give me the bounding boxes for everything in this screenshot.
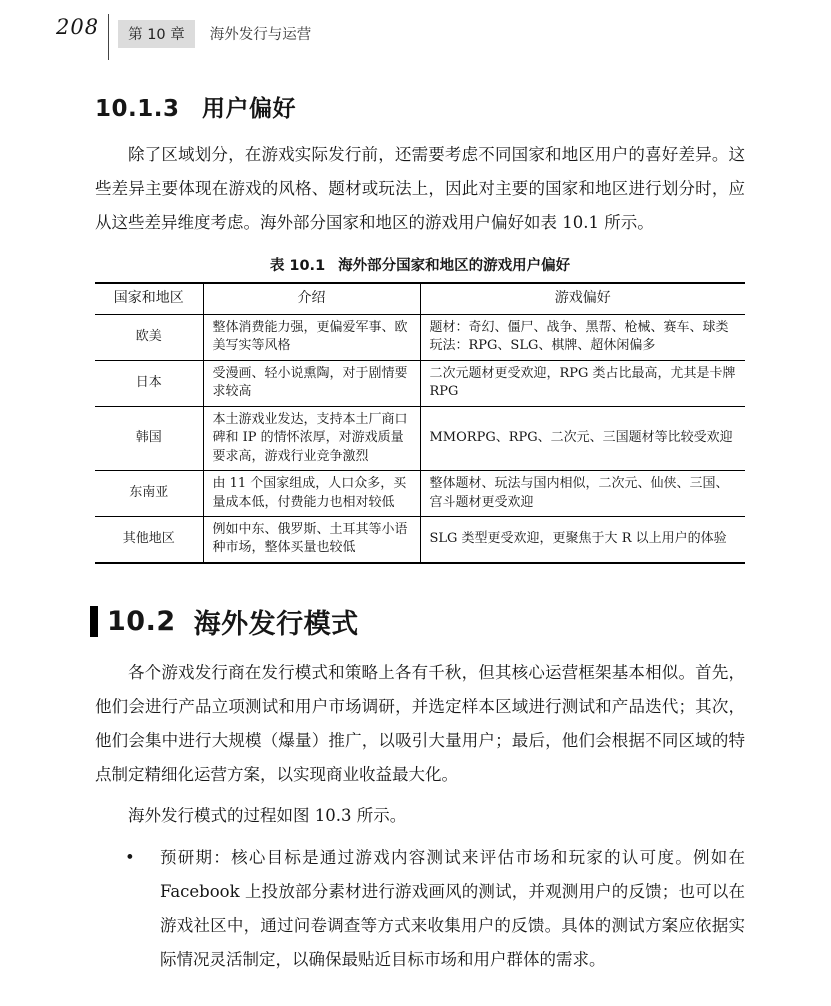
cell-intro: 例如中东、俄罗斯、土耳其等小语种市场，整体买量也较低 [203,516,420,562]
list-item [95,841,745,977]
heading-accent-bar [90,606,98,637]
column-header-intro: 介绍 [203,283,420,314]
table-row [95,406,745,470]
cell-intro: 整体消费能力强，更偏爱军事、欧美写实等风格 [203,314,420,360]
section-heading-10-1-3 [95,90,745,123]
bullet-list [95,841,745,977]
cell-region: 欧美 [95,314,203,360]
section-number: 10.1.3 [95,96,180,122]
page-header [0,0,831,48]
section-number: 10.2 [107,605,176,637]
preference-line: SLG 类型更受欢迎，更聚焦于大 R 以上用户的体验 [429,531,727,547]
preference-line: MMORPG、RPG、二次元、三国题材等比较受欢迎 [429,430,733,446]
preference-line: 题材：奇幻、僵尸、战争、黑帮、枪械、赛车、球类 [429,319,729,335]
preference-line: 玩法：RPG、SLG、棋牌、超休闲偏多 [429,338,656,354]
paragraph-user-preference: 除了区域划分，在游戏实际发行前，还需要考虑不同国家和地区用户的喜好差异。这些差异主要体现在游戏的风格、题材或玩法上，因此对主要的国家和地区进行划分时，应从这些差异维度考虑。海外部分国家和地区的游戏用户偏好如表 10.1 所示。 [95,145,745,232]
cell-region: 韩国 [95,406,203,470]
chapter-badge: 第 10 章 [118,20,195,48]
column-header-region: 国家和地区 [95,283,203,314]
preference-table [95,282,745,564]
preference-line: 二次元题材更受欢迎，RPG 类占比最高，尤其是卡牌 RPG [429,365,736,400]
paragraph-publishing-overview: 各个游戏发行商在发行模式和策略上各有千秋，但其核心运营框架基本相似。首先，他们会进行产品立项测试和用户市场调研，并选定样本区域进行测试和产品迭代；其次，他们会集中进行大规模（爆量）推广，以吸引大量用户；最后，他们会根据不同区域的特点制定精细化运营方案，以实现商业收益最大化。 [95,662,745,784]
header-divider [108,14,109,60]
section-title: 用户偏好 [202,96,297,122]
cell-region: 东南亚 [95,471,203,517]
table-header-row [95,283,745,314]
cell-intro: 受漫画、轻小说熏陶，对于剧情要求较高 [203,360,420,406]
preference-line: 整体题材、玩法与国内相似，二次元、仙侠、三国、宫斗题材更受欢迎 [429,476,729,510]
cell-preference [420,516,745,562]
list-item-text [160,841,745,977]
chapter-title: 海外发行与运营 [209,27,312,43]
table-row [95,314,745,360]
section-heading-10-2 [90,602,745,641]
page-number: 208 [56,15,100,39]
table-caption-label: 表 10.1 [269,258,326,274]
table-caption [95,254,745,275]
list-item-label: 预研期： [160,847,232,867]
paragraph-figure-reference: 海外发行模式的过程如图 10.3 所示。 [128,805,407,825]
cell-region: 日本 [95,360,203,406]
cell-preference [420,314,745,360]
cell-region: 其他地区 [95,516,203,562]
cell-preference [420,360,745,406]
column-header-preference: 游戏偏好 [420,283,745,314]
cell-preference [420,406,745,470]
section-title: 海外发行模式 [193,608,359,640]
list-item-body: 核心目标是通过游戏内容测试来评估市场和玩家的认可度。例如在 Facebook 上投放部分素材进行游戏画风的测试，并观测用户的反馈；也可以在游戏社区中，通过问卷调查等方式来收集用户的反馈。具体的测试方案应依据实际情况灵活制定，以确保最贴近目标市场和用户群体的需求。 [160,847,745,969]
page-content [0,90,831,977]
table-caption-title: 海外部分国家和地区的游戏用户偏好 [338,258,571,274]
cell-intro: 本土游戏业发达，支持本土厂商口碑和 IP 的情怀浓厚，对游戏质量要求高，游戏行业竞争激烈 [203,406,420,470]
table-row [95,471,745,517]
table-row [95,360,745,406]
cell-intro: 由 11 个国家组成，人口众多，买量成本低，付费能力也相对较低 [203,471,420,517]
cell-preference [420,471,745,517]
table-row [95,516,745,562]
bullet-icon: • [125,847,135,867]
